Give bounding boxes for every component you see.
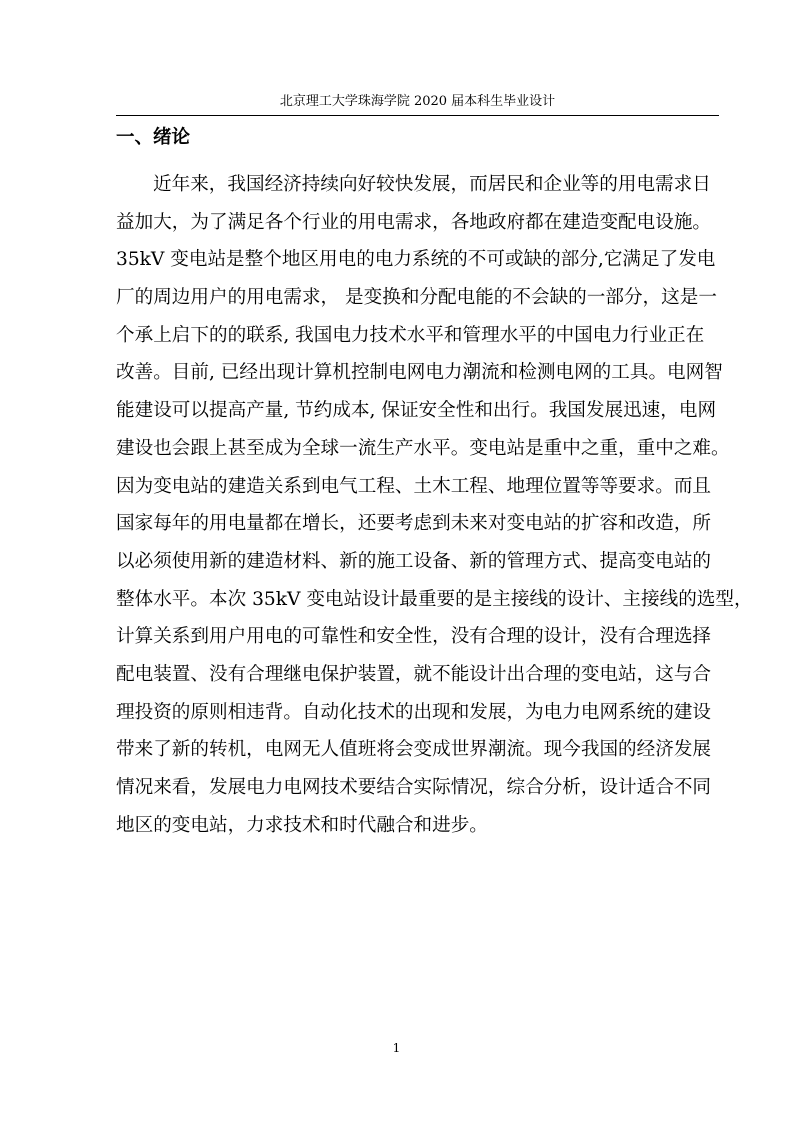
paragraph-line: 情况来看，发展电力电网技术要结合实际情况，综合分析，设计适合不同: [116, 777, 712, 798]
section-heading: 一、绪论: [116, 127, 191, 148]
paragraph-line: 近年来，我国经济持续向好较快发展，而居民和企业等的用电需求日: [153, 174, 711, 195]
paragraph-line: 能建设可以提高产量, 节约成本, 保证安全性和出行。我国发展迅速，电网: [116, 400, 717, 422]
paragraph-line: 厂的周边用户的用电需求， 是变换和分配电能的不会缺的一部分，这是一: [116, 287, 717, 309]
header-title: 北京理工大学珠海学院 2020 届本科生毕业设计: [279, 94, 556, 109]
paragraph-line: 益加大，为了满足各个行业的用电需求，各地政府都在建造变配电设施。: [116, 211, 712, 233]
paragraph-line: 计算关系到用户用电的可靠性和安全性，没有合理的设计，没有合理选择: [116, 626, 712, 648]
paragraph-line: 个承上启下的的联系, 我国电力技术水平和管理水平的中国电力行业正在: [116, 324, 705, 346]
body-paragraph: [116, 166, 753, 844]
paragraph-line: 配电装置、没有合理继电保护装置，就不能设计出合理的变电站，这与合: [116, 663, 712, 685]
paragraph-line: 国家每年的用电量都在增长，还要考虑到未来对变电站的扩容和改造，所: [116, 513, 712, 535]
paragraph-line: 因为变电站的建造关系到电气工程、土木工程、地理位置等等要求。而且: [116, 475, 712, 497]
paragraph-line: 理投资的原则相违背。自动化技术的出现和发展，为电力电网系统的建设: [116, 701, 712, 723]
paragraph-line: 地区的变电站，力求技术和时代融合和进步。: [116, 814, 488, 836]
paragraph-line: 带来了新的转机，电网无人值班将会变成世界潮流。现今我国的经济发展: [116, 739, 712, 761]
page-number: 1: [392, 1041, 401, 1055]
paragraph-line: 建设也会跟上甚至成为全球一流生产水平。变电站是重中之重，重中之难。: [116, 437, 730, 459]
paragraph-line: 35kV 变电站是整个地区用电的电力系统的不可或缺的部分,它满足了发电: [116, 249, 716, 271]
paragraph-line: 以必须使用新的建造材料、新的施工设备、新的管理方式、提高变电站的: [116, 550, 712, 572]
paragraph-line: 改善。目前, 已经出现计算机控制电网电力潮流和检测电网的工具。电网智: [116, 362, 723, 384]
page-header: [116, 92, 719, 116]
paragraph-line: 整体水平。本次 35kV 变电站设计最重要的是主接线的设计、主接线的选型，: [116, 588, 753, 610]
